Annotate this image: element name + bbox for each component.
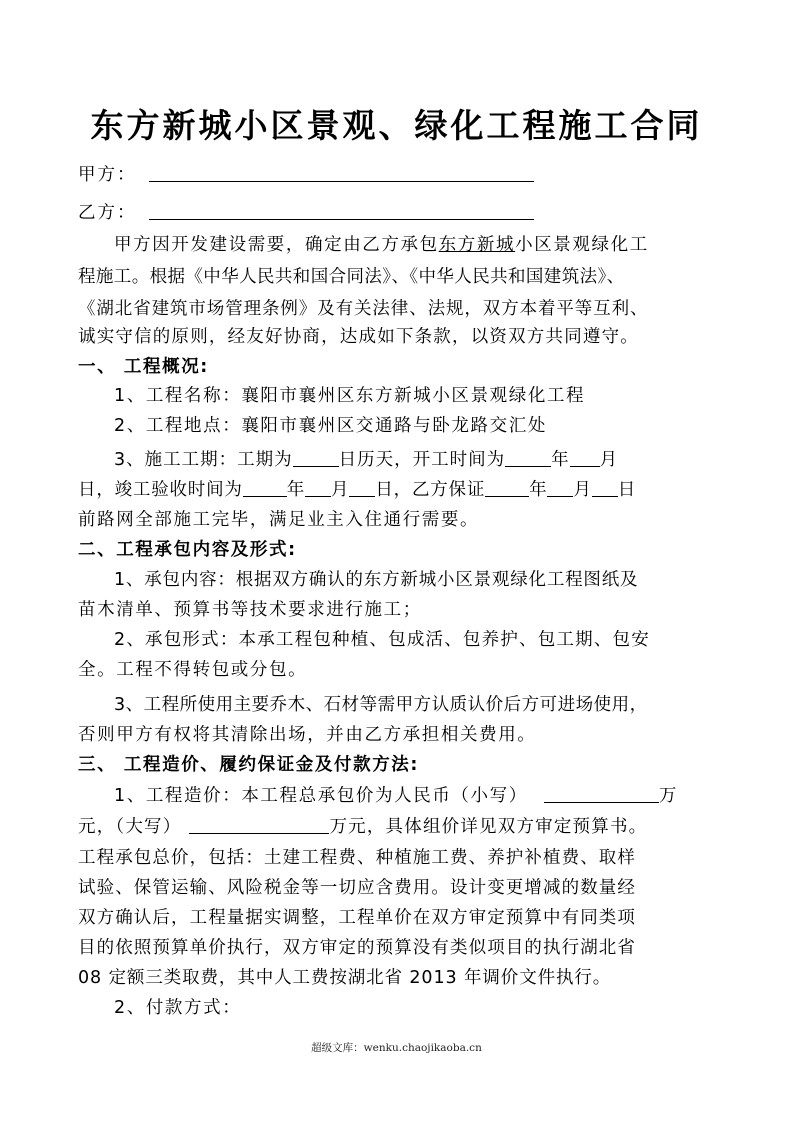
contract-title: 东方新城小区景观、绿化工程施工合同: [90, 106, 703, 145]
text: 年: [529, 480, 548, 500]
s3-item-1-line-4: 试验、保管运输、风险税金等一切应含费用。设计变更增减的数量经: [78, 878, 636, 898]
party-a-label: 甲方：: [78, 165, 137, 185]
s2-item-2-line-1: 2、承包形式：本承工程包种植、包成活、包养护、包工期、包安: [114, 630, 650, 650]
text: 元，（大写）: [78, 817, 182, 837]
preamble-line-3: 《湖北省建筑市场管理条例》及有关法律、法规，双方本着平等互利、: [78, 299, 649, 319]
party-a-line: [78, 160, 718, 190]
text: 3、施工工期：工期为: [114, 450, 293, 470]
s3-item-1-line-5: 双方确认后，工程量据实调整，工程单价在双方审定预算中有同类项: [78, 908, 636, 928]
section-1-heading: 一、 工程概况:: [78, 357, 209, 377]
party-b-label: 乙方：: [78, 203, 137, 223]
completion-year-field[interactable]: [243, 478, 287, 497]
start-year-field[interactable]: [505, 448, 551, 467]
page-footer: 超级文库：wenku.chaojikaoba.cn: [311, 1042, 482, 1054]
price-lowercase-field[interactable]: [544, 784, 659, 803]
text: 月: [331, 480, 350, 500]
party-b-line: [78, 198, 718, 228]
s1-item-3-line-3: 前路网全部施工完毕，满足业主入住通行需要。: [78, 510, 480, 530]
party-a-field[interactable]: [149, 163, 534, 182]
text: 日: [375, 480, 394, 500]
text: ，竣工验收时间为: [96, 480, 243, 500]
s2-item-3-line-2: 否则甲方有权将其清除出场，并由乙方承担相关费用。: [78, 725, 537, 745]
section-3-heading: 三、 工程造价、履约保证金及付款方法:: [78, 755, 419, 775]
text: 年: [551, 450, 570, 470]
text: 年: [286, 480, 306, 500]
preamble-line-4: 诚实守信的原则，经友好协商，达成如下条款，以资双方共同遵守。: [78, 327, 639, 347]
s1-item-3-line-1: [78, 445, 754, 475]
completion-month-field[interactable]: [305, 478, 331, 497]
s3-item-1-line-3: 工程承包总价，包括：土建工程费、种植施工费、养护补植费、取样: [78, 848, 636, 868]
text: 月: [599, 450, 619, 470]
preamble-line-2: 程施工。根据《中华人民共和国合同法》、《中华人民共和国建筑法》、: [78, 267, 625, 287]
s3-item-1-line-6: 目的依照预算单价执行，双方审定的预算没有类似项目的执行湖北省: [78, 938, 636, 958]
s1-item-1: 1、工程名称：襄阳市襄州区东方新城小区景观绿化工程: [114, 386, 586, 406]
project-name-underlined: 东方新城: [438, 235, 516, 255]
preamble-line-1: [78, 230, 754, 260]
guarantee-year-field[interactable]: [485, 478, 529, 497]
preamble-text: 甲方因开发建设需要，确定由乙方承包: [114, 235, 439, 255]
s3-item-1-line-7: 08 定额三类取费，其中人工费按湖北省 2013 年调价文件执行。: [78, 968, 612, 988]
s2-item-3-line-1: 3、工程所使用主要乔木、石材等需甲方认质认价后方可进场使用，: [114, 695, 648, 715]
s3-item-2: 2、付款方式：: [114, 998, 242, 1018]
s3-item-1-line-1: [78, 781, 754, 811]
preamble-text: 小区景观绿化工: [515, 235, 649, 255]
s3-item-1-line-2: [78, 812, 718, 842]
guarantee-day-field[interactable]: [592, 478, 618, 497]
text: 日: [617, 480, 637, 500]
s1-item-3-line-2: [78, 475, 718, 505]
s2-item-2-line-2: 全。工程不得转包或分包。: [78, 660, 308, 680]
text: 月: [573, 480, 592, 500]
completion-day-field[interactable]: [349, 478, 375, 497]
price-uppercase-field[interactable]: [189, 815, 329, 834]
s2-item-1-line-1: 1、承包内容：根据双方确认的东方新城小区景观绿化工程图纸及: [114, 570, 639, 590]
guarantee-month-field[interactable]: [547, 478, 573, 497]
start-month-field[interactable]: [570, 448, 600, 467]
s2-item-1-line-2: 苗木清单、预算书等技术要求进行施工；: [78, 600, 422, 620]
text: 1、工程造价：本工程总承包价为人民币（小写）: [114, 786, 528, 806]
section-2-heading: 二、工程承包内容及形式:: [78, 540, 297, 560]
text: 万元，具体组价详见双方审定预算书。: [329, 817, 648, 837]
duration-days-field[interactable]: [293, 448, 339, 467]
text: 日: [78, 480, 97, 500]
party-b-field[interactable]: [149, 201, 534, 220]
text: 日历天，开工时间为: [338, 450, 506, 470]
s1-item-2: 2、工程地点：襄阳市襄州区交通路与卧龙路交汇处: [114, 416, 547, 436]
text: ，乙方保证: [393, 480, 486, 500]
text: 万: [658, 786, 678, 806]
